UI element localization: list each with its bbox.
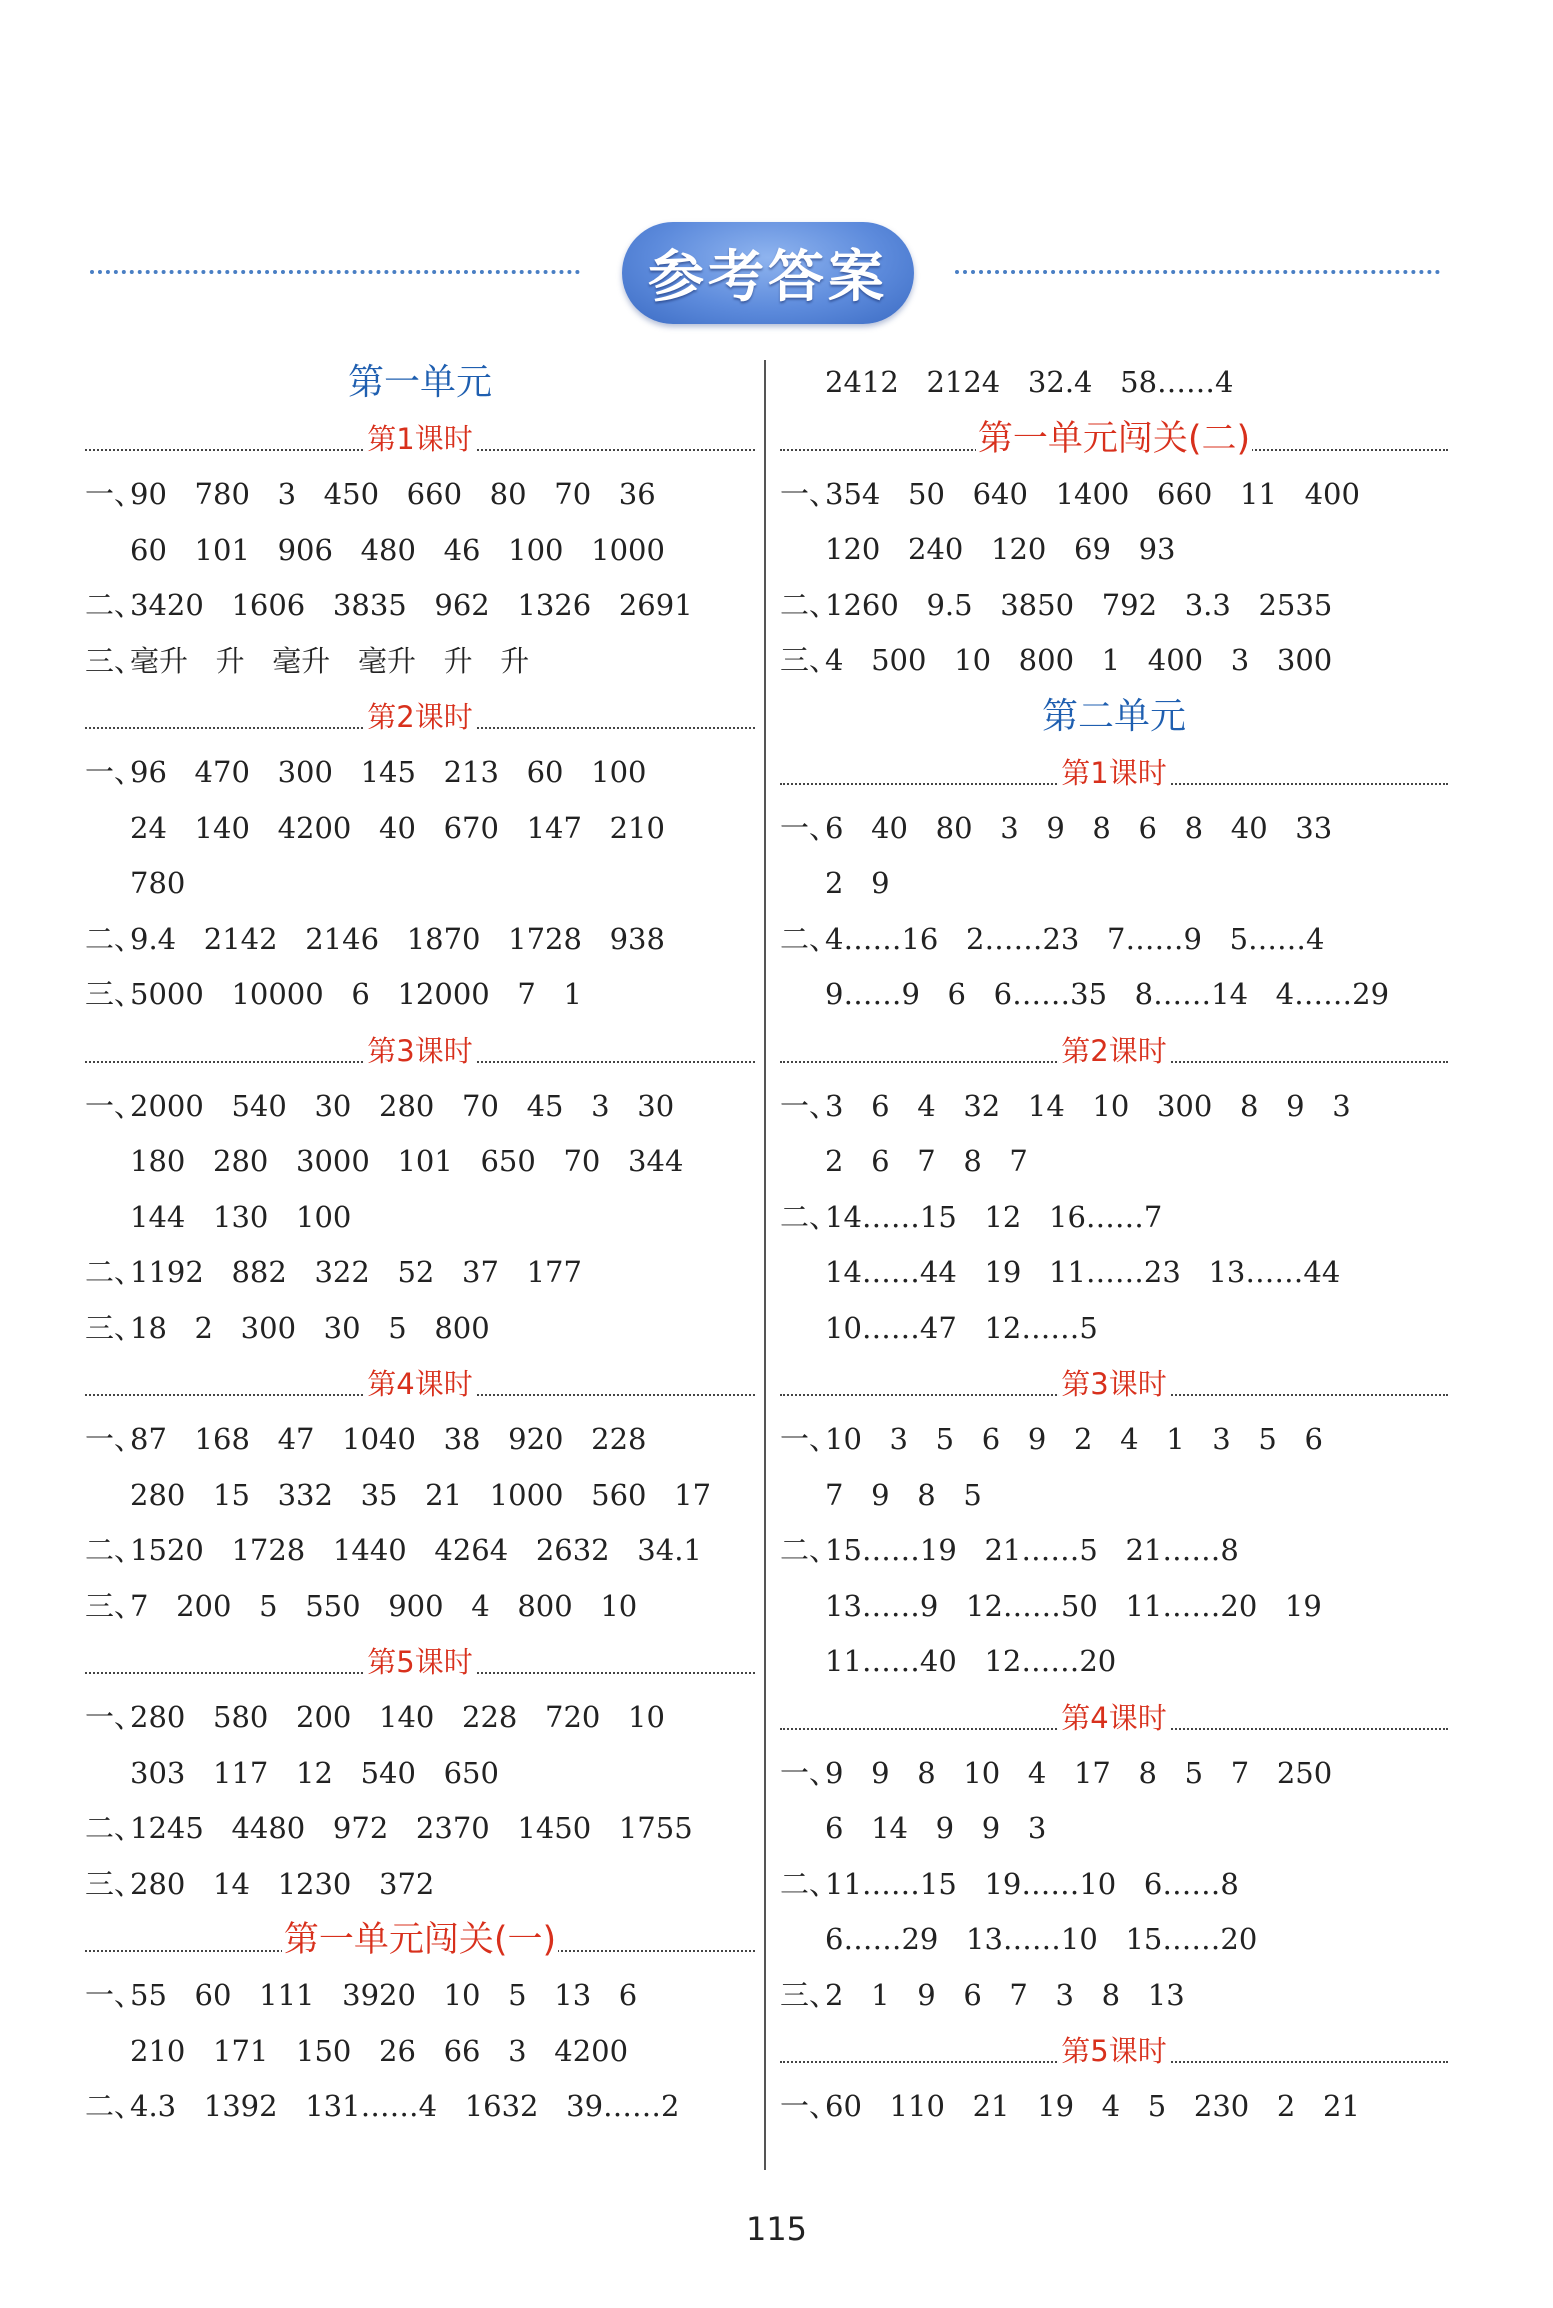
question-marker: 三、 bbox=[85, 1866, 144, 1901]
answer-text: 90 780 3 450 660 80 70 36 bbox=[130, 477, 656, 511]
right-answer-column bbox=[780, 355, 1448, 2135]
answer-text: 55 60 111 3920 10 5 13 6 bbox=[130, 1978, 638, 2012]
answer-text: 毫升 升 毫升 毫升 升 升 bbox=[130, 643, 530, 678]
column-divider bbox=[764, 360, 766, 2170]
answer-row bbox=[780, 1912, 1448, 1968]
answer-row bbox=[85, 745, 755, 801]
answer-row bbox=[780, 467, 1448, 523]
unit-title: 第二单元 bbox=[1041, 695, 1186, 737]
answer-text: 15……19 21……5 21……8 bbox=[825, 1533, 1239, 1567]
answer-text: 120 240 120 69 93 bbox=[825, 532, 1176, 566]
question-marker: 一、 bbox=[85, 755, 144, 789]
answer-row bbox=[780, 1746, 1448, 1802]
answer-row bbox=[780, 967, 1448, 1023]
lesson-heading bbox=[780, 1023, 1448, 1079]
answer-text: 1520 1728 1440 4264 2632 34.1 bbox=[130, 1533, 702, 1567]
answer-row bbox=[85, 801, 755, 857]
answer-text: 9.4 2142 2146 1870 1728 938 bbox=[130, 921, 665, 956]
answer-row bbox=[780, 1412, 1448, 1468]
lesson-heading bbox=[85, 411, 755, 467]
lesson-heading bbox=[780, 411, 1448, 467]
lesson-heading-label: 第4课时 bbox=[367, 1367, 473, 1401]
answer-text: 13……9 12……50 11……20 19 bbox=[825, 1588, 1322, 1623]
answer-row bbox=[780, 1801, 1448, 1857]
answer-text: 280 580 200 140 228 720 10 bbox=[130, 1700, 665, 1734]
question-marker: 一、 bbox=[85, 1978, 144, 2012]
answer-row bbox=[85, 1968, 755, 2024]
answer-row bbox=[780, 1301, 1448, 1357]
answer-text: 11……15 19……10 6……8 bbox=[825, 1866, 1239, 1901]
answer-text: 6 40 80 3 9 8 6 8 40 33 bbox=[825, 810, 1333, 845]
answer-row bbox=[780, 522, 1448, 578]
question-marker: 二、 bbox=[85, 1811, 144, 1845]
question-marker: 三、 bbox=[85, 643, 144, 678]
answer-text: 60 101 906 480 46 100 1000 bbox=[130, 532, 665, 567]
question-marker: 二、 bbox=[85, 588, 144, 622]
answer-text: 180 280 3000 101 650 70 344 bbox=[130, 1144, 684, 1178]
question-marker: 二、 bbox=[780, 1533, 839, 1567]
question-marker: 一、 bbox=[85, 1088, 144, 1123]
answer-row bbox=[85, 1079, 755, 1135]
answer-key-header bbox=[0, 200, 1553, 350]
answer-row bbox=[85, 1801, 755, 1857]
answer-row bbox=[85, 634, 755, 690]
question-marker: 二、 bbox=[780, 587, 839, 622]
decorative-dotted-line-left bbox=[90, 270, 580, 274]
answer-row bbox=[780, 1523, 1448, 1579]
question-marker: 一、 bbox=[85, 1700, 144, 1734]
question-marker: 三、 bbox=[85, 1588, 144, 1623]
lesson-heading-label: 第2课时 bbox=[367, 700, 473, 734]
answer-text: 2 6 7 8 7 bbox=[825, 1144, 1028, 1178]
page-number: 115 bbox=[745, 2210, 808, 2248]
answer-text: 10 3 5 6 9 2 4 1 3 5 6 bbox=[825, 1422, 1323, 1456]
answer-row bbox=[85, 1468, 755, 1524]
answer-text: 11……40 12……20 bbox=[825, 1644, 1117, 1678]
answer-text: 7 200 5 550 900 4 800 10 bbox=[130, 1588, 638, 1623]
question-marker: 三、 bbox=[780, 1977, 839, 2012]
answer-text: 280 14 1230 372 bbox=[130, 1866, 435, 1901]
answer-text: 3 6 4 32 14 10 300 8 9 3 bbox=[825, 1088, 1351, 1123]
answer-row bbox=[780, 578, 1448, 634]
question-marker: 一、 bbox=[780, 810, 839, 845]
answer-row bbox=[85, 1245, 755, 1301]
lesson-heading bbox=[780, 745, 1448, 801]
question-marker: 一、 bbox=[780, 1422, 839, 1456]
answer-row bbox=[85, 1857, 755, 1913]
question-marker: 三、 bbox=[780, 643, 839, 677]
answer-text: 303 117 12 540 650 bbox=[130, 1755, 499, 1790]
answer-row bbox=[85, 856, 755, 912]
answer-text: 7 9 8 5 bbox=[825, 1477, 982, 1512]
answer-row bbox=[780, 912, 1448, 968]
title-badge bbox=[622, 222, 914, 324]
answer-row bbox=[85, 1690, 755, 1746]
answer-text: 6……29 13……10 15……20 bbox=[825, 1922, 1258, 1956]
answer-row bbox=[780, 1190, 1448, 1246]
answer-row bbox=[85, 1579, 755, 1635]
lesson-heading bbox=[85, 1023, 755, 1079]
answer-row bbox=[85, 2024, 755, 2080]
answer-row bbox=[780, 1468, 1448, 1524]
lesson-heading bbox=[780, 1690, 1448, 1746]
answer-row bbox=[780, 355, 1448, 411]
answer-text: 780 bbox=[130, 866, 186, 900]
answer-text: 2412 2124 32.4 58……4 bbox=[825, 365, 1234, 399]
question-marker: 一、 bbox=[780, 2089, 839, 2123]
answer-row bbox=[85, 2079, 755, 2135]
answer-row bbox=[85, 1523, 755, 1579]
page-title: 参考答案 bbox=[648, 245, 888, 310]
lesson-heading bbox=[85, 1634, 755, 1690]
question-marker: 一、 bbox=[85, 1422, 144, 1456]
answer-row bbox=[85, 967, 755, 1023]
answer-text: 1260 9.5 3850 792 3.3 2535 bbox=[825, 587, 1333, 622]
question-marker: 三、 bbox=[85, 977, 144, 1011]
answer-text: 9……9 6 6……35 8……14 4……29 bbox=[825, 977, 1390, 1011]
question-marker: 一、 bbox=[85, 477, 144, 511]
answer-row bbox=[85, 912, 755, 968]
answer-row bbox=[780, 1245, 1448, 1301]
answer-row bbox=[780, 1857, 1448, 1913]
answer-row bbox=[85, 523, 755, 579]
answer-row bbox=[780, 1579, 1448, 1635]
question-marker: 二、 bbox=[85, 2089, 144, 2123]
question-marker: 二、 bbox=[85, 1255, 144, 1289]
answer-text: 24 140 4200 40 670 147 210 bbox=[130, 810, 665, 845]
lesson-heading-label: 第5课时 bbox=[367, 1645, 473, 1679]
answer-text: 1245 4480 972 2370 1450 1755 bbox=[130, 1811, 693, 1845]
answer-text: 10……47 12……5 bbox=[825, 1310, 1098, 1345]
question-marker: 二、 bbox=[780, 921, 839, 956]
answer-text: 280 15 332 35 21 1000 560 17 bbox=[130, 1477, 712, 1512]
answer-text: 4.3 1392 131……4 1632 39……2 bbox=[130, 2089, 680, 2123]
answer-row bbox=[780, 856, 1448, 912]
answer-text: 87 168 47 1040 38 920 228 bbox=[130, 1422, 647, 1456]
answer-row bbox=[85, 1746, 755, 1802]
answer-row bbox=[780, 1079, 1448, 1135]
answer-text: 96 470 300 145 213 60 100 bbox=[130, 755, 647, 789]
answer-row bbox=[780, 801, 1448, 857]
question-marker: 二、 bbox=[780, 1866, 839, 1901]
question-marker: 三、 bbox=[85, 1310, 144, 1345]
lesson-heading-label: 第1课时 bbox=[1061, 755, 1167, 790]
answer-row bbox=[85, 578, 755, 634]
answer-text: 5000 10000 6 12000 7 1 bbox=[130, 977, 582, 1011]
answer-row bbox=[780, 1968, 1448, 2024]
lesson-heading-label: 第5课时 bbox=[1061, 2034, 1167, 2068]
answer-text: 2000 540 30 280 70 45 3 30 bbox=[130, 1088, 675, 1123]
answer-text: 144 130 100 bbox=[130, 1199, 352, 1234]
answer-text: 2 1 9 6 7 3 8 13 bbox=[825, 1977, 1185, 2012]
answer-row bbox=[780, 2079, 1448, 2135]
answer-text: 60 110 21 19 4 5 230 2 21 bbox=[825, 2089, 1360, 2123]
question-marker: 一、 bbox=[780, 1755, 839, 1790]
question-marker: 一、 bbox=[780, 476, 839, 511]
answer-text: 354 50 640 1400 660 11 400 bbox=[825, 476, 1360, 511]
answer-text: 18 2 300 30 5 800 bbox=[130, 1310, 490, 1345]
lesson-heading-label: 第3课时 bbox=[367, 1033, 473, 1068]
lesson-heading bbox=[780, 1356, 1448, 1412]
lesson-heading bbox=[780, 2023, 1448, 2079]
left-answer-column bbox=[85, 355, 755, 2135]
answer-text: 210 171 150 26 66 3 4200 bbox=[130, 2033, 629, 2068]
answer-text: 9 9 8 10 4 17 8 5 7 250 bbox=[825, 1755, 1333, 1790]
lesson-heading-label: 第1课时 bbox=[367, 422, 473, 456]
question-marker: 一、 bbox=[780, 1088, 839, 1123]
answer-text: 1192 882 322 52 37 177 bbox=[130, 1255, 582, 1289]
lesson-heading-label: 第2课时 bbox=[1061, 1033, 1167, 1068]
answer-text: 14……15 12 16……7 bbox=[825, 1199, 1163, 1234]
answer-row bbox=[780, 633, 1448, 689]
lesson-heading-label: 第一单元闯关(二) bbox=[977, 418, 1251, 459]
question-marker: 二、 bbox=[85, 1533, 144, 1567]
answer-row bbox=[85, 467, 755, 523]
answer-row bbox=[780, 1134, 1448, 1190]
answer-row bbox=[85, 1412, 755, 1468]
question-marker: 二、 bbox=[85, 921, 144, 956]
answer-text: 2 9 bbox=[825, 866, 890, 900]
answer-row bbox=[85, 1134, 755, 1190]
answer-text: 14……44 19 11……23 13……44 bbox=[825, 1255, 1341, 1289]
unit-title: 第一单元 bbox=[347, 362, 492, 403]
decorative-dotted-line-right bbox=[955, 270, 1440, 274]
question-marker: 二、 bbox=[780, 1199, 839, 1234]
answer-text: 4 500 10 800 1 400 3 300 bbox=[825, 643, 1333, 677]
answer-row bbox=[85, 1190, 755, 1246]
lesson-heading-label: 第一单元闯关(一) bbox=[283, 1920, 557, 1960]
lesson-heading-label: 第3课时 bbox=[1061, 1367, 1167, 1401]
answer-row bbox=[85, 1301, 755, 1357]
answer-text: 6 14 9 9 3 bbox=[825, 1811, 1047, 1845]
lesson-heading-label: 第4课时 bbox=[1061, 1700, 1167, 1735]
answer-text: 3420 1606 3835 962 1326 2691 bbox=[130, 588, 693, 622]
lesson-heading bbox=[85, 1912, 755, 1968]
answer-text: 4……16 2……23 7……9 5……4 bbox=[825, 921, 1325, 956]
answer-row bbox=[780, 1634, 1448, 1690]
lesson-heading bbox=[85, 689, 755, 745]
lesson-heading bbox=[85, 1356, 755, 1412]
